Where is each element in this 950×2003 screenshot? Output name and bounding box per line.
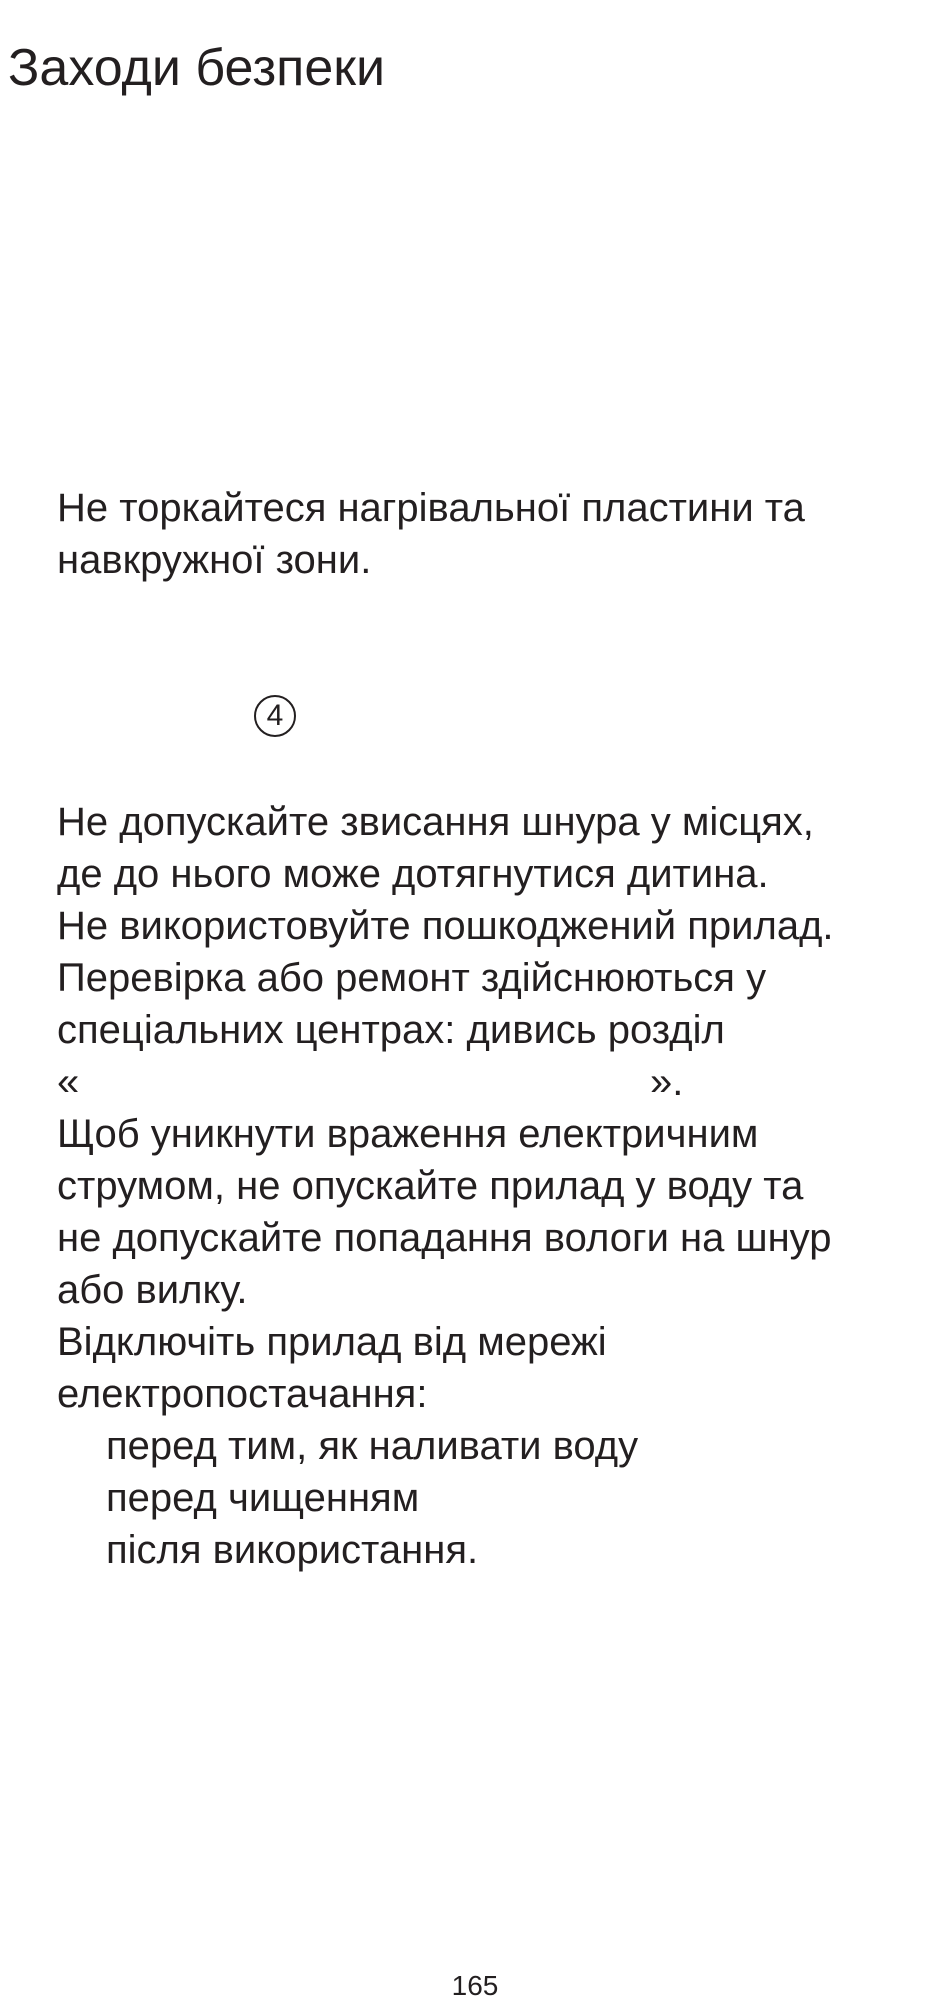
text-line: Не використовуйте пошкоджений прилад. — [57, 904, 834, 948]
text-line: Щоб уникнути враження електричним — [57, 1112, 759, 1156]
section-reference — [57, 1056, 937, 1108]
quote-open-mark: « — [57, 1060, 80, 1104]
list-item: після використання. — [106, 1528, 479, 1572]
text-line: де до нього може дотягнутися дитина. — [57, 852, 769, 896]
warning-section-cord-and-power — [57, 796, 937, 1576]
text-line: Відключіть прилад від мережі — [57, 1320, 607, 1364]
text-line: Не допускайте звисання шнура у місцях, — [57, 800, 814, 844]
text-line: або вилку. — [57, 1268, 248, 1312]
text-line: навкружної зони. — [57, 538, 372, 582]
list-item: перед тим, як наливати воду — [106, 1424, 639, 1468]
text-line: струмом, не опускайте прилад у воду та — [57, 1164, 804, 1208]
step-number-badge: 4 — [254, 695, 296, 737]
text-line: Перевірка або ремонт здійснюються у — [57, 956, 767, 1000]
quote-close-mark: ». — [650, 1060, 684, 1104]
text-line: спеціальних центрах: дивись розділ — [57, 1008, 725, 1052]
text-line: електропостачання: — [57, 1372, 428, 1416]
list-item: перед чищенням — [106, 1476, 420, 1520]
warning-section-hot-plate — [57, 482, 937, 586]
page-title: Заходи безпеки — [8, 39, 386, 97]
text-line: не допускайте попадання вологи на шнур — [57, 1216, 832, 1260]
page-number: 165 — [451, 1970, 499, 2001]
text-line: Не торкайтеся нагрівальної пластини та — [57, 486, 805, 530]
